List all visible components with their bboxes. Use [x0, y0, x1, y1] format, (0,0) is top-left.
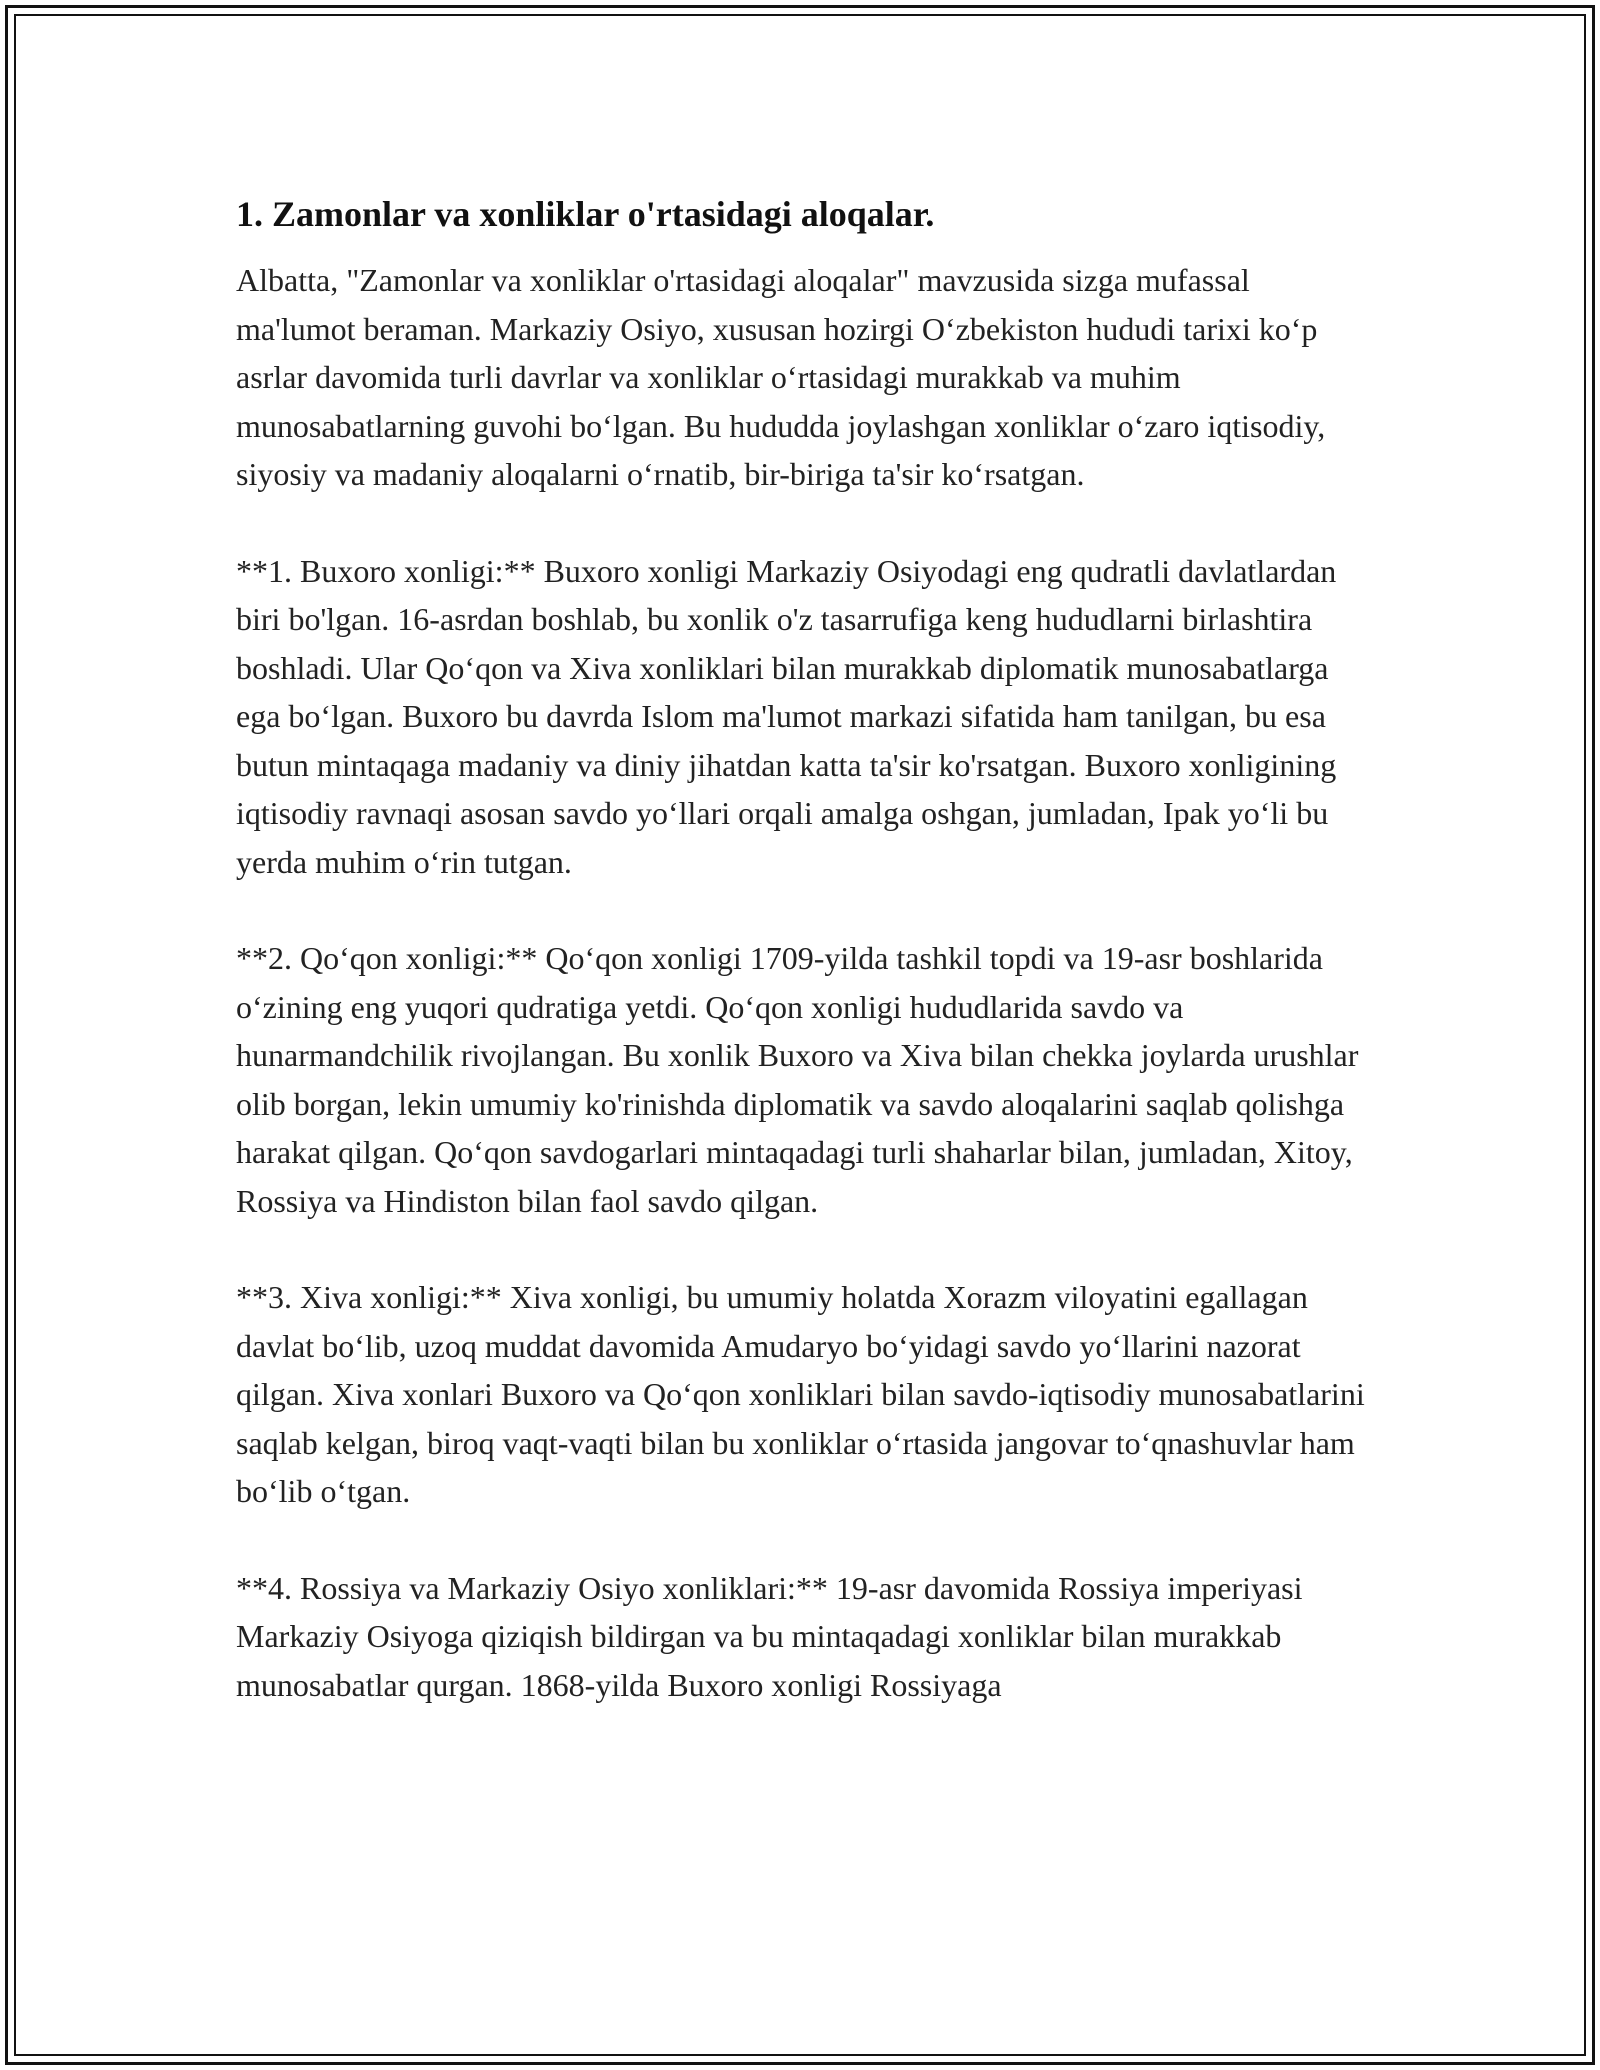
document-title: 1. Zamonlar va xonliklar o'rtasidagi aloqalar.: [236, 194, 935, 234]
document-body: [236, 190, 1376, 1709]
paragraph-rossiya: **4. Rossiya va Markaziy Osiyo xonliklari:** 19-asr davomida Rossiya imperiyasi Markaziy Osiyoga qiziqish bildirgan va bu mintaqadagi xonliklar bilan murakkab munosabatlar qurgan. 1868-yilda Buxoro xonligi Rossiyaga: [236, 1569, 1303, 1703]
paragraph-xiva: **3. Xiva xonligi:** Xiva xonligi, bu umumiy holatda Xorazm viloyatini egallagan davlat bo‘lib, uzoq muddat davomida Amudaryo bo‘yidagi savdo yo‘llarini nazorat qilgan. Xiva xonlari Buxoro va Qo‘qon xonliklari bilan savdo-iqtisodiy munosabatlarini saqlab kelgan, biroq vaqt-vaqti bilan bu xonliklar o‘rtasida jangovar to‘qnashuvlar ham bo‘lib o‘tgan.: [236, 1279, 1365, 1509]
paragraph-intro: Albatta, "Zamonlar va xonliklar o'rtasidagi aloqalar" mavzusida sizga mufassal ma'lumot beraman. Markaziy Osiyo, xususan hozirgi O‘zbekiston hududi tarixi ko‘p asrlar davomida turli davrlar va xonliklar o‘rtasidagi murakkab va muhim munosabatlarning guvohi bo‘lgan. Bu hududda joylashgan xonliklar o‘zaro iqtisodiy, siyosiy va madaniy aloqalarni o‘rnatib, bir-biriga ta'sir ko‘rsatgan.: [236, 262, 1326, 492]
paragraph-buxoro: **1. Buxoro xonligi:** Buxoro xonligi Markaziy Osiyodagi eng qudratli davlatlardan biri bo'lgan. 16-asrdan boshlab, bu xonlik o'z tasarrufiga keng hududlarni birlashtira boshladi. Ular Qo‘qon va Xiva xonliklari bilan murakkab diplomatik munosabatlarga ega bo‘lgan. Buxoro bu davrda Islom ma'lumot markazi sifatida ham tanilgan, bu esa butun mintaqaga madaniy va diniy jihatdan katta ta'sir ko'rsatgan. Buxoro xonligining iqtisodiy ravnaqi asosan savdo yo‘llari orqali amalga oshgan, jumladan, Ipak yo‘li bu yerda muhim o‘rin tutgan.: [236, 552, 1337, 880]
paragraph-qoqon: **2. Qo‘qon xonligi:** Qo‘qon xonligi 1709-yilda tashkil topdi va 19-asr boshlarida o‘zining eng yuqori qudratiga yetdi. Qo‘qon xonligi hududlarida savdo va hunarmandchilik rivojlangan. Bu xonlik Buxoro va Xiva bilan chekka joylarda urushlar olib borgan, lekin umumiy ko'rinishda diplomatik va savdo aloqalarini saqlab qolishga harakat qilgan. Qo‘qon savdogarlari mintaqadagi turli shaharlar bilan, jumladan, Xitoy, Rossiya va Hindiston bilan faol savdo qilgan.: [236, 940, 1359, 1219]
